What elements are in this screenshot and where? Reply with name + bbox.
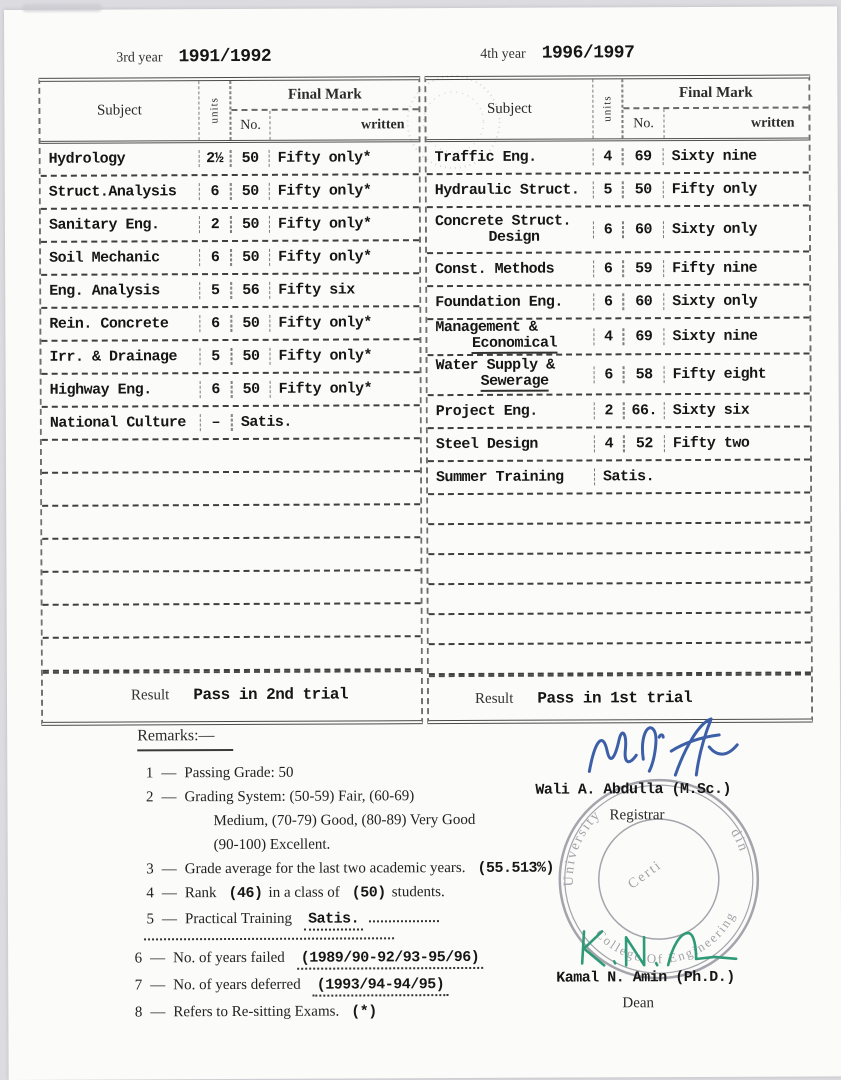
no-header: No. bbox=[240, 117, 261, 133]
subject-cell: Concrete Struct. Design bbox=[434, 212, 571, 246]
marks-table-4th-year bbox=[424, 74, 813, 724]
table-row bbox=[427, 173, 809, 208]
remarks-section bbox=[121, 725, 608, 1028]
subject-cell: Eng. Analysis bbox=[49, 282, 160, 300]
mark-written-cell: Fifty only* bbox=[269, 248, 419, 266]
stamp-arc-top-right-text: din bbox=[727, 826, 752, 855]
units-cell: 6 bbox=[199, 183, 231, 200]
table-row bbox=[41, 307, 419, 342]
empty-row bbox=[42, 505, 420, 540]
subject-cell: Hydrology bbox=[48, 150, 126, 168]
written-header: written bbox=[269, 110, 418, 140]
mark-written-cell: Sixty six bbox=[664, 401, 810, 419]
empty-row bbox=[429, 613, 811, 645]
document-paper bbox=[4, 6, 841, 1080]
final-mark-header: Final Mark No. written bbox=[230, 80, 418, 140]
empty-row bbox=[42, 538, 420, 573]
subject-cell: National Culture bbox=[49, 414, 186, 432]
mark-written-cell: Fifty six bbox=[269, 281, 419, 299]
result-value: Pass in 1st trial bbox=[537, 689, 693, 708]
subject-cell: Highway Eng. bbox=[49, 381, 152, 399]
subject-cell: Management & Economical bbox=[435, 318, 557, 352]
mark-no-cell: 50 bbox=[231, 315, 269, 332]
table-row bbox=[41, 340, 419, 375]
subject-cell: Water Supply & Sewerage bbox=[435, 356, 555, 390]
mark-written-cell: Sixty only bbox=[663, 220, 809, 238]
units-header: units bbox=[592, 79, 622, 138]
result-label: Result bbox=[474, 690, 514, 707]
mark-no-cell: 69 bbox=[623, 148, 663, 165]
table-row bbox=[428, 427, 810, 462]
remark-item-4: 4 — Rank (46) in a class of (50) students. bbox=[146, 884, 445, 903]
mark-no-cell: 59 bbox=[623, 260, 663, 277]
units-cell: 4 bbox=[593, 148, 623, 165]
table-row bbox=[427, 285, 809, 320]
empty-row bbox=[42, 439, 420, 474]
remark-item-2-cont: (90-100) Excellent. bbox=[213, 836, 331, 854]
practical-training-value: Satis. bbox=[304, 910, 363, 930]
table-row bbox=[41, 241, 419, 276]
table-row bbox=[428, 354, 810, 396]
remark-item-3: 3 — Grade average for the last two academic years. (55.513%) bbox=[146, 859, 554, 878]
units-cell: 6 bbox=[199, 315, 231, 332]
mark-no-cell: 66. bbox=[624, 402, 664, 419]
stamp-arc-bottom-text: College Of Engineering bbox=[592, 908, 739, 967]
written-header: written bbox=[663, 108, 808, 138]
satis-cell: Satis. bbox=[232, 413, 420, 431]
table-row bbox=[427, 318, 809, 356]
scan-smudge bbox=[22, 4, 102, 12]
year-value: 1996/1997 bbox=[541, 43, 635, 64]
units-cell: 6 bbox=[593, 293, 623, 310]
mark-written-cell: Fifty eight bbox=[664, 365, 810, 383]
subject-cell: Steel Design bbox=[435, 435, 538, 454]
remark-item-6: 6 — No. of years failed (1989/90-92/93-95/96) bbox=[132, 948, 608, 970]
units-cell: 5 bbox=[199, 348, 231, 365]
year-value: 1991/1992 bbox=[178, 46, 272, 68]
mark-written-cell: Sixty nine bbox=[663, 147, 809, 165]
mark-written-cell: Fifty two bbox=[664, 434, 810, 452]
mark-no-cell: 52 bbox=[624, 435, 664, 452]
table-header bbox=[426, 78, 808, 142]
remark-item-7: 7 — No. of years deferred (1993/94-94/95) bbox=[132, 975, 608, 997]
mark-no-cell: 60 bbox=[623, 221, 663, 238]
table-row bbox=[41, 274, 419, 309]
mark-no-cell: 50 bbox=[231, 348, 269, 365]
units-cell: 2 bbox=[199, 216, 231, 233]
table-row bbox=[42, 406, 420, 441]
units-cell: 6 bbox=[200, 381, 232, 398]
table-row bbox=[41, 175, 419, 210]
units-cell: 6 bbox=[594, 366, 624, 383]
dean-name: Kamal N. Amin (Ph.D.) bbox=[556, 968, 735, 987]
remarks-title-rule bbox=[137, 749, 233, 751]
mark-written-cell: Fifty only* bbox=[269, 149, 419, 167]
subject-cell: Struct.Analysis bbox=[48, 183, 177, 201]
stamp-center-text: Certi bbox=[625, 857, 665, 893]
mark-written-cell: Fifty only* bbox=[269, 347, 419, 365]
no-header: No. bbox=[633, 115, 654, 131]
subject-cell: Hydraulic Struct. bbox=[434, 181, 580, 200]
empty-row bbox=[43, 604, 421, 639]
remarks-title: Remarks:— bbox=[137, 727, 215, 745]
subject-cell: Summer Training bbox=[436, 468, 564, 487]
units-cell: 6 bbox=[199, 249, 231, 266]
mark-no-cell: 69 bbox=[623, 328, 663, 345]
dotted-line bbox=[144, 937, 394, 940]
table-row bbox=[428, 460, 810, 495]
mark-no-cell: 58 bbox=[624, 366, 664, 383]
units-cell: 4 bbox=[593, 328, 623, 345]
table-row bbox=[427, 206, 809, 254]
table-header bbox=[40, 80, 418, 144]
subject-cell: Soil Mechanic bbox=[49, 249, 160, 267]
remark-item-8: 8 — Refers to Re-sitting Exams. (*) bbox=[134, 1003, 377, 1021]
units-cell: 5 bbox=[593, 181, 623, 198]
empty-row bbox=[428, 553, 810, 585]
empty-row bbox=[42, 571, 420, 606]
result-label: Result bbox=[130, 686, 170, 703]
subject-cell: Foundation Eng. bbox=[435, 293, 563, 312]
mark-written-cell: Fifty only* bbox=[269, 215, 419, 233]
mark-written-cell: Sixty only bbox=[663, 292, 809, 310]
registrar-signature bbox=[579, 713, 755, 792]
units-cell: – bbox=[200, 414, 232, 431]
result-value: Pass in 2nd trial bbox=[193, 685, 349, 705]
registrar-title: Registrar bbox=[609, 807, 665, 824]
empty-row bbox=[429, 583, 811, 615]
mark-no-cell: 60 bbox=[623, 293, 663, 310]
stamp-arc-top-text: University bbox=[561, 807, 605, 887]
mark-written-cell: Fifty only* bbox=[269, 314, 419, 332]
remark-item-2-cont: Medium, (70-79) Good, (80-89) Very Good bbox=[213, 811, 476, 830]
subject-header: Subject bbox=[486, 100, 532, 117]
mark-no-cell: 50 bbox=[231, 150, 269, 167]
subject-cell: Rein. Concrete bbox=[49, 315, 169, 333]
year-heading-4th bbox=[480, 43, 634, 64]
empty-row bbox=[428, 493, 810, 525]
mark-no-cell: 50 bbox=[232, 381, 270, 398]
dotted-leader bbox=[369, 908, 439, 922]
class-size-value: (50) bbox=[351, 884, 386, 902]
years-deferred-value: (1993/94-94/95) bbox=[313, 976, 449, 997]
years-failed-value: (1989/90-92/93-95/96) bbox=[297, 949, 484, 970]
mark-written-cell: Fifty only* bbox=[270, 380, 420, 398]
table-row bbox=[428, 394, 810, 429]
mark-no-cell: 50 bbox=[231, 249, 269, 266]
subject-cell: Const. Methods bbox=[435, 260, 555, 279]
rank-value: (46) bbox=[228, 884, 263, 903]
final-mark-header: Final Mark No. written bbox=[622, 78, 808, 138]
year-label: 3rd year bbox=[116, 50, 163, 66]
units-cell: 4 bbox=[594, 435, 624, 452]
mark-no-cell: 56 bbox=[231, 282, 269, 299]
units-cell: 2 bbox=[594, 402, 624, 419]
mark-no-cell: 50 bbox=[623, 181, 663, 198]
marks-table-3rd-year bbox=[38, 76, 423, 726]
units-cell: 6 bbox=[593, 221, 623, 238]
subject-cell: Traffic Eng. bbox=[434, 148, 537, 167]
remark-item-1: 1 — Passing Grade: 50 bbox=[145, 764, 294, 782]
table-row bbox=[427, 252, 809, 287]
units-cell: 2½ bbox=[199, 150, 231, 167]
subject-cell: Project Eng. bbox=[435, 402, 538, 421]
units-cell: 5 bbox=[199, 282, 231, 299]
empty-row bbox=[42, 472, 420, 507]
empty-row bbox=[429, 643, 811, 675]
mark-written-cell: Fifty nine bbox=[663, 259, 809, 277]
remark-item-5: 5 — Practical Training Satis. bbox=[144, 907, 608, 931]
mark-written-cell: Sixty nine bbox=[663, 327, 809, 345]
empty-row bbox=[43, 637, 421, 672]
table-row bbox=[41, 208, 419, 243]
mark-written-cell: Fifty only* bbox=[269, 182, 419, 200]
satis-cell: Satis. bbox=[594, 467, 810, 485]
year-label: 4th year bbox=[480, 46, 526, 62]
grade-average-value: (55.513%) bbox=[477, 859, 554, 877]
mark-written-cell: Fifty only bbox=[663, 180, 809, 198]
year-heading-3rd bbox=[116, 47, 271, 68]
table-row bbox=[427, 140, 809, 175]
mark-no-cell: 50 bbox=[231, 216, 269, 233]
empty-row bbox=[428, 523, 810, 555]
subject-cell: Irr. & Drainage bbox=[49, 348, 178, 366]
table-row bbox=[41, 142, 419, 177]
registrar-name: Wali A. Abdulla (M.Sc.) bbox=[535, 780, 731, 799]
remark-item-2: 2 — Grading System: (50-59) Fair, (60-69) bbox=[145, 788, 415, 806]
dean-title: Dean bbox=[622, 995, 655, 1012]
mark-no-cell: 50 bbox=[231, 183, 269, 200]
result-row bbox=[43, 670, 421, 718]
resitting-mark-value: (*) bbox=[351, 1003, 377, 1021]
units-cell: 6 bbox=[593, 260, 623, 277]
units-header: units bbox=[198, 81, 230, 140]
table-row bbox=[42, 373, 420, 408]
subject-cell: Sanitary Eng. bbox=[48, 216, 160, 234]
subject-header: Subject bbox=[96, 102, 142, 119]
